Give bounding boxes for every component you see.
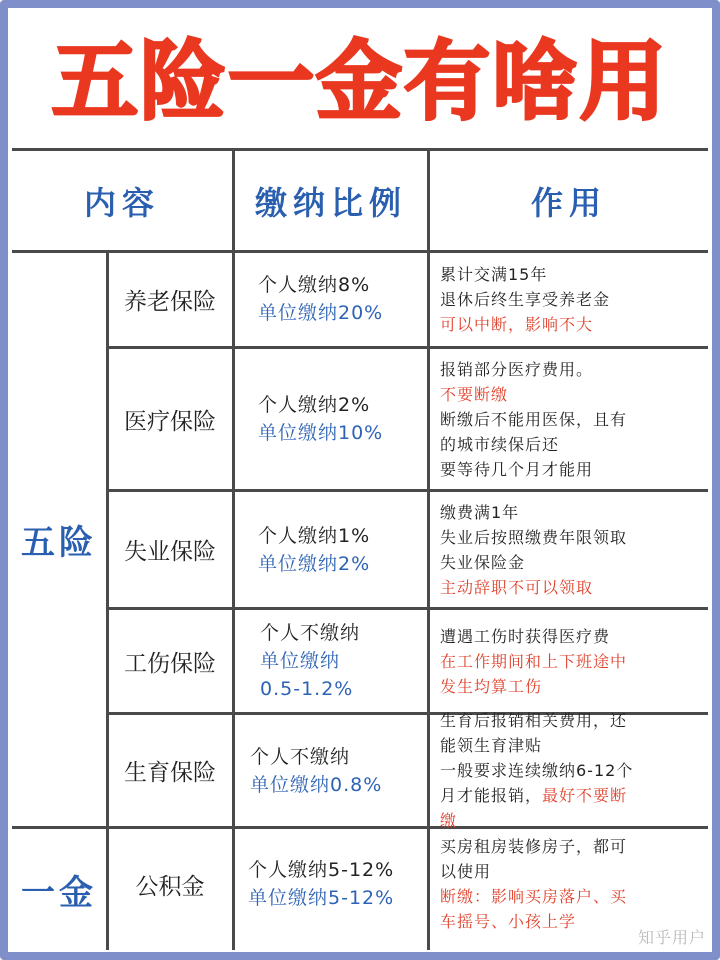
- effect-line: 生育后报销相关费用，还: [440, 711, 628, 730]
- ratio-unemployment: [234, 492, 428, 607]
- ratio-pension: [234, 252, 428, 346]
- ratio-personal: 个人不缴纳: [250, 745, 351, 768]
- effect-warning: 不要断缴: [440, 384, 509, 404]
- ratio-unit: 单位缴纳0.8%: [250, 773, 383, 796]
- effect-pension: [440, 252, 692, 346]
- effect-line: 失业保险金: [440, 552, 526, 572]
- ratio-unit: 单位缴纳10%: [258, 422, 384, 444]
- effect-unemployment: [440, 492, 692, 607]
- effect-medical: [440, 349, 692, 489]
- group-label-housing-fund: 一金: [21, 872, 97, 913]
- effect-text: 月才能报销，: [440, 786, 543, 805]
- effect-line: 退休后终生享受养老金: [440, 289, 611, 309]
- row-name-maternity: 生育保险: [124, 760, 216, 786]
- effect-warning: 在工作期间和上下班途中: [440, 651, 628, 671]
- effect-line: 缴费满1年: [440, 502, 520, 522]
- row-name-pension: 养老保险: [124, 288, 216, 315]
- effect-line: 买房租房装修房子，都可: [440, 837, 628, 856]
- ratio-unit: 单位缴纳20%: [258, 302, 384, 324]
- header-content: 内容: [83, 184, 160, 222]
- ratio-personal: 个人缴纳5-12%: [248, 859, 395, 881]
- effect-warning: 发生均算工伤: [440, 676, 543, 696]
- effect-line: 以使用: [440, 862, 492, 881]
- effect-line: 能领生育津贴: [440, 736, 543, 755]
- ratio-work-injury: [234, 610, 428, 712]
- ratio-housing-fund: [234, 829, 428, 939]
- effect-line: 要等待几个月才能用: [440, 459, 594, 479]
- effect-line: 累计交满15年: [440, 264, 548, 284]
- effect-warning: 断缴：影响买房落户、买: [440, 887, 628, 906]
- ratio-unit-range: 0.5-1.2%: [260, 678, 354, 700]
- ratio-unit: 单位缴纳5-12%: [248, 887, 395, 909]
- effect-warning: 主动辞职不可以领取: [440, 577, 594, 597]
- effect-line: 断缴后不能用医保，且有: [440, 409, 628, 429]
- effect-line: 报销部分医疗费用。: [440, 359, 594, 379]
- ratio-unit: 单位缴纳: [260, 650, 341, 672]
- effect-warning: 最好不要断: [542, 786, 628, 805]
- group-label-five-insurances: 五险: [21, 522, 97, 563]
- effect-line: 的城市续保后还: [440, 434, 560, 454]
- ratio-personal: 个人缴纳8%: [258, 274, 371, 296]
- watermark: 知乎用户: [637, 928, 706, 947]
- effect-line: 遭遇工伤时获得医疗费: [440, 626, 611, 646]
- effect-maternity: [440, 711, 692, 830]
- ratio-personal: 个人缴纳2%: [258, 394, 371, 416]
- page-title: 五险一金有啥用: [52, 32, 668, 132]
- effect-warning: 车摇号、小孩上学: [440, 912, 577, 931]
- ratio-medical: [234, 349, 428, 489]
- row-name-unemployment: 失业保险: [124, 539, 216, 565]
- row-name-work-injury: 工伤保险: [124, 650, 216, 677]
- effect-warning: 缴: [440, 811, 458, 830]
- ratio-personal: 个人不缴纳: [260, 622, 361, 644]
- ratio-personal: 个人缴纳1%: [258, 524, 371, 547]
- effect-line: 一般要求连续缴纳6-12个: [440, 761, 634, 780]
- effect-line-mixed: [440, 783, 692, 808]
- row-name-housing-fund: 公积金: [135, 873, 205, 900]
- effect-line: 失业后按照缴费年限领取: [440, 527, 628, 547]
- header-effect: 作用: [530, 184, 607, 222]
- table-top-border: [12, 148, 708, 151]
- effect-work-injury: [440, 610, 692, 712]
- ratio-maternity: [234, 715, 428, 826]
- row-name-medical: 医疗保险: [124, 408, 216, 435]
- effect-housing-fund: [440, 829, 692, 939]
- header-ratio: 缴纳比例: [254, 184, 407, 222]
- ratio-unit: 单位缴纳2%: [258, 552, 371, 575]
- effect-warning: 可以中断，影响不大: [440, 314, 594, 334]
